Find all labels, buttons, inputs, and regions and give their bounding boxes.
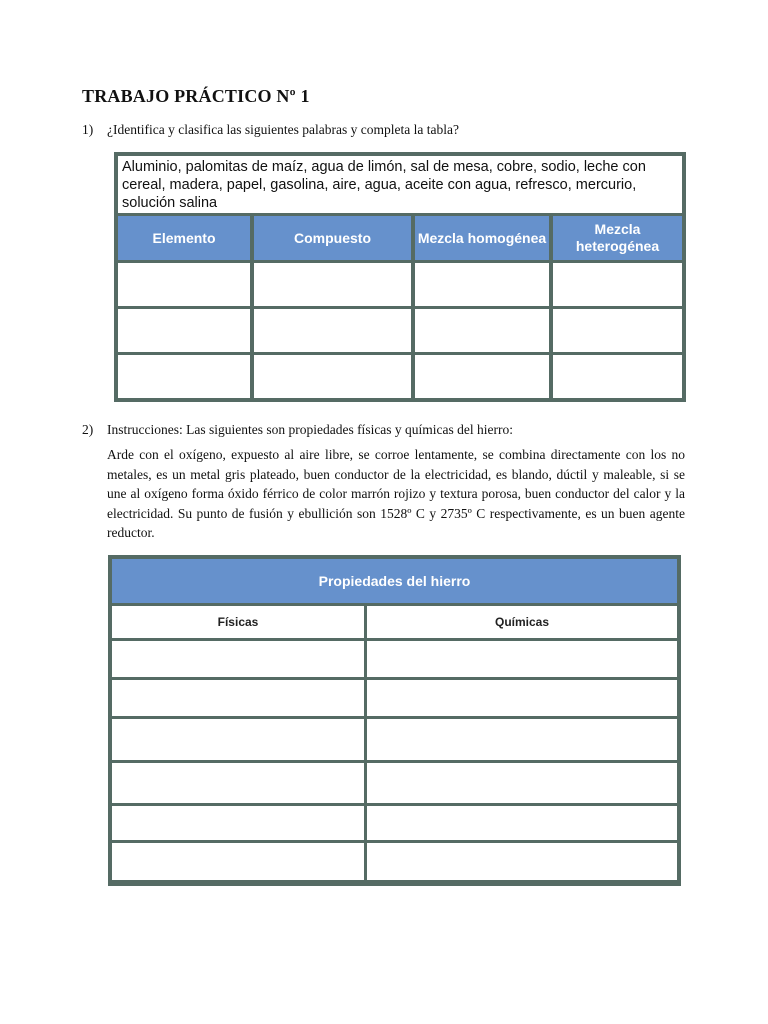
- answer-cell[interactable]: [553, 309, 682, 352]
- column-fisicas: Físicas: [112, 606, 364, 638]
- iron-properties-table: [108, 555, 681, 886]
- question-1-number: 1): [82, 122, 94, 137]
- answer-cell[interactable]: [367, 763, 677, 803]
- header-mezcla-heterogenea: Mezcla heterogénea: [553, 216, 682, 260]
- page-title: TRABAJO PRÁCTICO Nº 1: [82, 86, 310, 106]
- answer-cell[interactable]: [367, 641, 677, 677]
- answer-cell[interactable]: [112, 806, 364, 840]
- answer-cell[interactable]: [254, 263, 411, 306]
- answer-cell[interactable]: [415, 263, 549, 306]
- answer-cell[interactable]: [254, 309, 411, 352]
- answer-cell[interactable]: [118, 263, 250, 306]
- question-2-text: Instrucciones: Las siguientes son propiedades físicas y químicas del hierro:: [107, 422, 514, 437]
- question-1-text: ¿Identifica y clasifica las siguientes palabras y completa la tabla?: [107, 122, 459, 137]
- answer-cell[interactable]: [367, 719, 677, 760]
- answer-cell[interactable]: [118, 355, 250, 398]
- answer-cell[interactable]: [112, 719, 364, 760]
- classification-grid: [118, 216, 682, 398]
- iron-properties-grid: [112, 606, 677, 882]
- answer-cell[interactable]: [112, 843, 364, 880]
- question-1: [82, 122, 459, 138]
- question-2-number: 2): [82, 422, 94, 437]
- answer-cell[interactable]: [112, 763, 364, 803]
- answer-cell[interactable]: [553, 355, 682, 398]
- classification-table: [114, 152, 686, 402]
- header-compuesto: Compuesto: [254, 216, 411, 260]
- iron-properties-paragraph: Arde con el oxígeno, expuesto al aire libre, se corroe lentamente, se combina directamente con los no metales, es un metal gris plateado, buen conductor de la electricidad, es blando, dúctil y maleable, si se une al oxígeno forma óxido férrico de color marrón rojizo y textura porosa, buen conductor del calor y la electricidad. Su punto de fusión y ebullición son 1528º C y 2735º C respectivamente, es un buen agente reductor.: [107, 447, 685, 540]
- column-quimicas: Químicas: [367, 606, 677, 638]
- answer-cell[interactable]: [415, 355, 549, 398]
- answer-cell[interactable]: [367, 680, 677, 716]
- word-list: Aluminio, palomitas de maíz, agua de limón, sal de mesa, cobre, sodio, leche con cereal, madera, papel, gasolina, aire, agua, aceite con agua, refresco, mercurio, solución salina: [118, 156, 682, 213]
- question-2: [82, 422, 513, 438]
- answer-cell[interactable]: [118, 309, 250, 352]
- answer-cell[interactable]: [254, 355, 411, 398]
- answer-cell[interactable]: [112, 641, 364, 677]
- answer-cell[interactable]: [553, 263, 682, 306]
- answer-cell[interactable]: [112, 680, 364, 716]
- answer-cell[interactable]: [367, 843, 677, 880]
- answer-cell[interactable]: [367, 806, 677, 840]
- header-elemento: Elemento: [118, 216, 250, 260]
- iron-table-title: Propiedades del hierro: [112, 559, 677, 603]
- answer-cell[interactable]: [415, 309, 549, 352]
- header-mezcla-homogenea: Mezcla homogénea: [415, 216, 549, 260]
